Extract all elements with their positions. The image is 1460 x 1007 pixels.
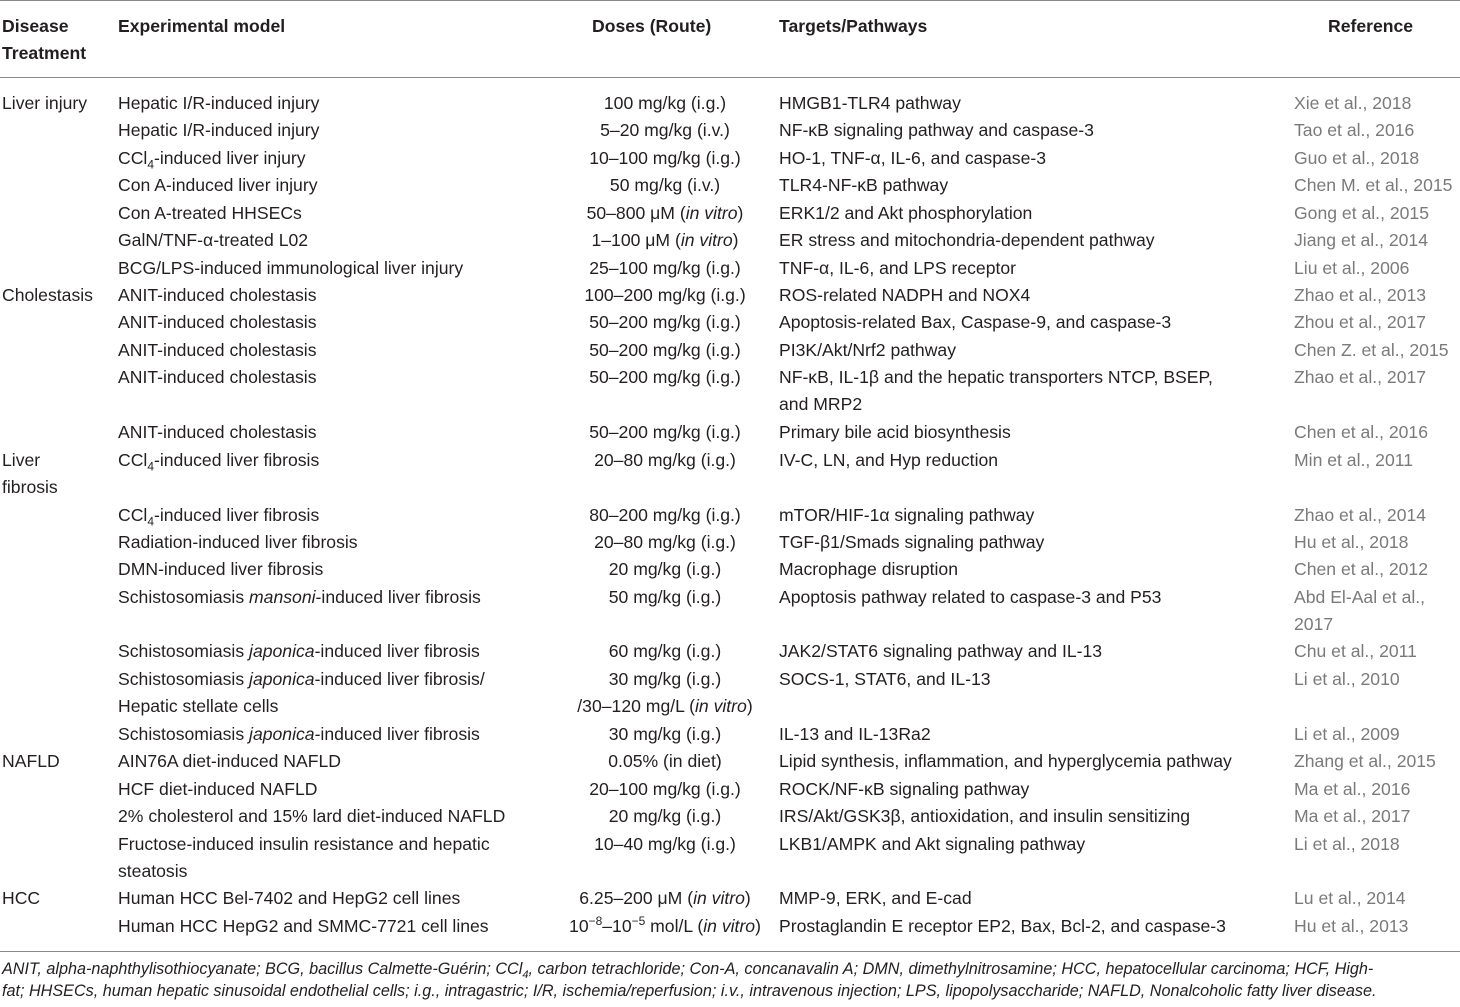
dose-text: 50–200 mg/kg (i.g.) bbox=[589, 340, 741, 360]
dose-line bbox=[545, 200, 785, 227]
dose-text: ) bbox=[755, 916, 761, 936]
target-text: PI3K/Akt/Nrf2 pathway bbox=[779, 340, 956, 360]
dose-line bbox=[545, 776, 785, 803]
dose-cell bbox=[545, 831, 785, 858]
dose-text: ) bbox=[746, 696, 753, 717]
model-text: Fructose-induced insulin resistance and hepatic bbox=[118, 834, 490, 854]
model-text: AIN76A diet-induced NAFLD bbox=[118, 751, 341, 771]
group-nafld: NAFLD bbox=[2, 751, 60, 771]
reference-text: Ma et al., 2017 bbox=[1294, 806, 1411, 826]
reference-line-2: 2017 bbox=[1294, 614, 1334, 635]
model-cell bbox=[118, 364, 317, 391]
model-text: ANIT-induced cholestasis bbox=[118, 285, 317, 305]
dose-cell bbox=[545, 803, 785, 830]
target-text: IV-C, LN, and Hyp reduction bbox=[779, 450, 999, 470]
target-cell bbox=[779, 447, 998, 474]
model-text: -induced liver fibrosis bbox=[314, 641, 480, 661]
target-cell bbox=[779, 200, 1032, 227]
target-cell bbox=[779, 748, 1232, 775]
reference-cell bbox=[1294, 90, 1411, 117]
target-text: IRS/Akt/GSK3β, antioxidation, and insulin sensitizing bbox=[779, 806, 1191, 826]
dose-line bbox=[545, 885, 785, 912]
target-text: Primary bile acid biosynthesis bbox=[779, 422, 1011, 442]
dose-line bbox=[545, 831, 785, 858]
model-cell bbox=[118, 584, 481, 611]
dose-cell bbox=[545, 913, 785, 940]
dose-cell bbox=[545, 282, 785, 309]
dose-text: 30 mg/kg (i.g.) bbox=[608, 669, 722, 689]
footnote-line-2: fat; HHSECs, human hepatic sinusoidal endothelial cells; i.g., intragastric; I/R, ischemia/reperfusion; i.v., intravenous injection; LPS, lipopolysaccharide; NAFLD, Nonalcoholic fatty liver disease. bbox=[2, 982, 1377, 1000]
dose-line bbox=[545, 447, 785, 474]
dose-text: 50–200 mg/kg (i.g.) bbox=[589, 367, 741, 387]
dose-italic: in vitro bbox=[693, 888, 745, 908]
model-cell bbox=[118, 282, 317, 309]
dose-line bbox=[545, 282, 785, 309]
target-cell bbox=[779, 913, 1226, 940]
dose-text: 20–100 mg/kg (i.g.) bbox=[589, 779, 741, 799]
model-text: Human HCC Bel-7402 and HepG2 cell lines bbox=[118, 888, 461, 908]
reference-text: Jiang et al., 2014 bbox=[1294, 230, 1429, 250]
reference-cell bbox=[1294, 255, 1409, 282]
model-cell bbox=[118, 117, 319, 144]
model-text: Schistosomiasis bbox=[118, 641, 250, 661]
reference-text: Li et al., 2010 bbox=[1294, 669, 1400, 689]
reference-text: Hu et al., 2018 bbox=[1294, 532, 1409, 552]
dose-line bbox=[545, 364, 785, 391]
table-top-rule bbox=[0, 0, 1460, 1]
dose-text: 50–200 mg/kg (i.g.) bbox=[589, 312, 741, 332]
model-cell bbox=[118, 721, 480, 748]
reference-text: Zhou et al., 2017 bbox=[1294, 312, 1427, 332]
model-text: Human HCC HepG2 and SMMC-7721 cell lines bbox=[118, 916, 489, 936]
target-cell bbox=[779, 666, 991, 693]
model-italic: japonica bbox=[249, 669, 315, 689]
model-text: ANIT-induced cholestasis bbox=[118, 312, 317, 332]
model-cell bbox=[118, 885, 460, 912]
dose-cell bbox=[545, 227, 785, 254]
model-text: Con A-treated HHSECs bbox=[118, 203, 302, 223]
reference-cell bbox=[1294, 282, 1426, 309]
dose-cell bbox=[545, 117, 785, 144]
dose-text: 100 mg/kg (i.g.) bbox=[603, 93, 727, 113]
dose-cell bbox=[545, 172, 785, 199]
dose-cell bbox=[545, 145, 785, 172]
dose-cell bbox=[545, 337, 785, 364]
dose-line bbox=[545, 90, 785, 117]
reference-text: Zhang et al., 2015 bbox=[1294, 751, 1436, 771]
reference-cell bbox=[1294, 556, 1428, 583]
dose-line bbox=[545, 913, 785, 940]
target-line-2: and MRP2 bbox=[779, 394, 863, 415]
target-cell bbox=[779, 90, 961, 117]
model-text: GalN/TNF-α-treated L02 bbox=[118, 230, 309, 250]
model-italic: japonica bbox=[249, 724, 315, 744]
reference-cell bbox=[1294, 502, 1426, 529]
header-disease-line2: Treatment bbox=[2, 43, 87, 63]
model-text: BCG/LPS-induced immunological liver injury bbox=[118, 258, 464, 278]
group-liver-fibrosis-line1: Liver bbox=[2, 450, 41, 470]
model-cell bbox=[118, 419, 317, 446]
dose-text: ) bbox=[744, 888, 751, 908]
model-line-2: Hepatic stellate cells bbox=[118, 696, 279, 717]
footnote-line-1: ANIT, alpha-naphthylisothiocyanate; BCG, bacillus Calmette-Guérin; CCl$_4$, carbon tetrachloride; Con-A, concanavalin A; DMN, dimethylnitrosamine; HCC, hepatocellular carcinoma; HCF, High- bbox=[2, 960, 1374, 982]
target-cell bbox=[779, 776, 1029, 803]
model-text: ANIT-induced cholestasis bbox=[118, 422, 317, 442]
model-cell bbox=[118, 145, 306, 172]
dose-cell bbox=[545, 776, 785, 803]
dose-text: 20 mg/kg (i.g.) bbox=[608, 559, 722, 579]
dose-cell bbox=[545, 748, 785, 775]
dose-line bbox=[545, 529, 785, 556]
group-cholestasis: Cholestasis bbox=[2, 285, 93, 305]
target-text: ROS-related NADPH and NOX4 bbox=[779, 285, 1031, 305]
reference-text: Xie et al., 2018 bbox=[1294, 93, 1412, 113]
dose-cell bbox=[545, 309, 785, 336]
dose-cell bbox=[545, 638, 785, 665]
reference-cell bbox=[1294, 803, 1410, 830]
target-cell bbox=[779, 885, 972, 912]
dose-text: 6.25–200 μM ( bbox=[579, 888, 694, 908]
dose-text: –10 bbox=[602, 916, 632, 936]
header-reference: Reference bbox=[1328, 16, 1414, 36]
dose-line bbox=[545, 748, 785, 775]
dose-line bbox=[545, 721, 785, 748]
dose-line bbox=[545, 584, 785, 611]
reference-cell bbox=[1294, 117, 1414, 144]
reference-cell bbox=[1294, 200, 1429, 227]
reference-cell bbox=[1294, 831, 1400, 858]
dose-superscript: −8 bbox=[588, 914, 603, 929]
target-text: ROCK/NF-κB signaling pathway bbox=[779, 779, 1030, 799]
reference-text: Abd El-Aal et al., bbox=[1294, 587, 1426, 607]
target-cell bbox=[779, 803, 1190, 830]
dose-text: 80–200 mg/kg (i.g.) bbox=[589, 505, 741, 525]
dose-text: 10 bbox=[569, 916, 589, 936]
model-cell bbox=[118, 255, 463, 282]
reference-cell bbox=[1294, 227, 1428, 254]
reference-cell bbox=[1294, 172, 1452, 199]
dose-italic: in vitro bbox=[685, 203, 738, 223]
dose-cell bbox=[545, 529, 785, 556]
model-cell bbox=[118, 803, 505, 830]
model-text: Schistosomiasis bbox=[118, 587, 250, 607]
model-text: -induced liver fibrosis bbox=[315, 587, 481, 607]
model-text: Schistosomiasis bbox=[118, 669, 250, 689]
target-text: HO-1, TNF-α, IL-6, and caspase-3 bbox=[779, 148, 1047, 168]
model-cell bbox=[118, 556, 323, 583]
dose-cell bbox=[545, 447, 785, 474]
model-text: CCl bbox=[118, 505, 148, 525]
dose-line bbox=[545, 638, 785, 665]
model-text: DMN-induced liver fibrosis bbox=[118, 559, 324, 579]
dose-text: 50 mg/kg (i.v.) bbox=[609, 175, 721, 195]
reference-cell bbox=[1294, 364, 1426, 391]
model-text: Schistosomiasis bbox=[118, 724, 250, 744]
dose-cell bbox=[545, 885, 785, 912]
reference-cell bbox=[1294, 145, 1419, 172]
group-liver-fibrosis-line2: fibrosis bbox=[2, 477, 58, 498]
model-text: -induced liver fibrosis bbox=[153, 450, 320, 470]
model-cell bbox=[118, 666, 485, 721]
model-cell bbox=[118, 913, 489, 940]
reference-cell bbox=[1294, 885, 1406, 912]
reference-cell bbox=[1294, 748, 1436, 775]
dose-line bbox=[545, 255, 785, 282]
reference-cell bbox=[1294, 337, 1449, 364]
model-text: Radiation-induced liver fibrosis bbox=[118, 532, 358, 552]
dose-cell bbox=[545, 721, 785, 748]
target-text: LKB1/AMPK and Akt signaling pathway bbox=[779, 834, 1086, 854]
dose-text: 60 mg/kg (i.g.) bbox=[608, 641, 722, 661]
model-text: HCF diet-induced NAFLD bbox=[118, 779, 318, 799]
target-cell bbox=[779, 309, 1171, 336]
target-cell bbox=[779, 556, 958, 583]
model-cell bbox=[118, 776, 317, 803]
model-cell bbox=[118, 90, 319, 117]
dose-text: 50 mg/kg (i.g.) bbox=[608, 587, 722, 607]
reference-text: Chu et al., 2011 bbox=[1294, 641, 1417, 661]
target-text: ERK1/2 and Akt phosphorylation bbox=[779, 203, 1033, 223]
reference-text: Chen M. et al., 2015 bbox=[1294, 175, 1453, 195]
reference-cell bbox=[1294, 721, 1400, 748]
target-cell bbox=[779, 584, 1161, 611]
target-cell bbox=[779, 227, 1155, 254]
target-text: JAK2/STAT6 signaling pathway and IL-13 bbox=[779, 641, 1103, 661]
dose-cell bbox=[545, 556, 785, 583]
model-subscript: 4 bbox=[147, 157, 154, 172]
dose-italic: in vitro bbox=[680, 230, 733, 250]
model-cell bbox=[118, 831, 490, 886]
dose-text: 50–800 μM ( bbox=[586, 203, 686, 223]
reference-cell bbox=[1294, 913, 1408, 940]
target-cell bbox=[779, 145, 1046, 172]
dose-cell bbox=[545, 502, 785, 529]
target-cell bbox=[779, 529, 1044, 556]
dose-text: 20–80 mg/kg (i.g.) bbox=[594, 532, 736, 552]
dose-line bbox=[545, 803, 785, 830]
dose-cell bbox=[545, 255, 785, 282]
dose-superscript: −5 bbox=[631, 914, 646, 929]
dose-cell bbox=[545, 364, 785, 391]
dose-text: 1–100 μM ( bbox=[591, 230, 681, 250]
model-cell bbox=[118, 638, 480, 665]
header-disease bbox=[2, 13, 86, 67]
target-text: TLR4-NF-κB pathway bbox=[779, 175, 949, 195]
dose-text: /30–120 mg/L ( bbox=[577, 696, 695, 717]
model-cell bbox=[118, 447, 319, 474]
dose-line bbox=[545, 556, 785, 583]
model-cell bbox=[118, 748, 341, 775]
target-text: IL-13 and IL-13Ra2 bbox=[779, 724, 931, 744]
model-text: Hepatic I/R-induced injury bbox=[118, 120, 320, 140]
model-line-2: steatosis bbox=[118, 861, 188, 882]
dose-cell bbox=[545, 90, 785, 117]
dose-text: 0.05% (in diet) bbox=[608, 751, 722, 771]
reference-text: Li et al., 2018 bbox=[1294, 834, 1400, 854]
target-text: HMGB1-TLR4 pathway bbox=[779, 93, 961, 113]
model-cell bbox=[118, 529, 358, 556]
reference-text: Zhao et al., 2014 bbox=[1294, 505, 1427, 525]
reference-text: Zhao et al., 2017 bbox=[1294, 367, 1427, 387]
target-cell bbox=[779, 502, 1034, 529]
target-text: mTOR/HIF-1α signaling pathway bbox=[779, 505, 1035, 525]
target-text: Macrophage disruption bbox=[779, 559, 958, 579]
dose-line-2 bbox=[545, 693, 785, 720]
target-text: SOCS-1, STAT6, and IL-13 bbox=[779, 669, 991, 689]
target-text: TNF-α, IL-6, and LPS receptor bbox=[779, 258, 1017, 278]
table-bottom-rule bbox=[0, 951, 1460, 952]
dose-text: 10–100 mg/kg (i.g.) bbox=[589, 148, 741, 168]
dose-text: ) bbox=[737, 203, 744, 223]
dose-line bbox=[545, 227, 785, 254]
reference-cell bbox=[1294, 638, 1417, 665]
model-italic: mansoni bbox=[249, 587, 316, 607]
reference-text: Min et al., 2011 bbox=[1294, 450, 1413, 470]
dose-line bbox=[545, 309, 785, 336]
dose-text: 20 mg/kg (i.g.) bbox=[608, 806, 722, 826]
reference-text: Gong et al., 2015 bbox=[1294, 203, 1429, 223]
dose-italic: in vitro bbox=[695, 696, 747, 717]
model-text: Hepatic I/R-induced injury bbox=[118, 93, 320, 113]
dose-line bbox=[545, 419, 785, 446]
target-cell bbox=[779, 255, 1016, 282]
model-cell bbox=[118, 337, 317, 364]
reference-text: Tao et al., 2016 bbox=[1294, 120, 1415, 140]
dose-cell bbox=[545, 666, 785, 721]
reference-text: Lu et al., 2014 bbox=[1294, 888, 1406, 908]
dose-text: 50–200 mg/kg (i.g.) bbox=[589, 422, 741, 442]
target-cell bbox=[779, 638, 1102, 665]
target-text: Prostaglandin E receptor EP2, Bax, Bcl-2, and caspase-3 bbox=[779, 916, 1226, 936]
footnote bbox=[2, 958, 1457, 1002]
reference-cell bbox=[1294, 776, 1410, 803]
target-text: Lipid synthesis, inflammation, and hyperglycemia pathway bbox=[779, 751, 1232, 771]
reference-cell bbox=[1294, 309, 1426, 336]
model-italic: japonica bbox=[249, 641, 315, 661]
group-liver-fibrosis bbox=[2, 447, 58, 502]
reference-text: Ma et al., 2016 bbox=[1294, 779, 1411, 799]
reference-text: Liu et al., 2006 bbox=[1294, 258, 1410, 278]
header-model: Experimental model bbox=[118, 16, 286, 36]
dose-text: ) bbox=[732, 230, 739, 250]
reference-text: Chen Z. et al., 2015 bbox=[1294, 340, 1449, 360]
model-cell bbox=[118, 227, 308, 254]
dose-line bbox=[545, 502, 785, 529]
target-text: NF-κB signaling pathway and caspase-3 bbox=[779, 120, 1094, 140]
dose-text: 10–40 mg/kg (i.g.) bbox=[594, 834, 736, 854]
dose-text: 100–200 mg/kg (i.g.) bbox=[584, 285, 746, 305]
model-text: ANIT-induced cholestasis bbox=[118, 367, 317, 387]
target-cell bbox=[779, 337, 956, 364]
dose-italic: in vitro bbox=[703, 916, 756, 936]
reference-text: Guo et al., 2018 bbox=[1294, 148, 1420, 168]
target-cell bbox=[779, 172, 948, 199]
model-text: CCl bbox=[118, 148, 148, 168]
target-cell bbox=[779, 117, 1094, 144]
target-text: NF-κB, IL-1β and the hepatic transporters NTCP, BSEP, bbox=[779, 367, 1213, 387]
target-cell bbox=[779, 419, 1011, 446]
dose-text: mol/L ( bbox=[645, 916, 704, 936]
dose-line bbox=[545, 172, 785, 199]
model-text: CCl bbox=[118, 450, 148, 470]
dose-text: 5–20 mg/kg (i.v.) bbox=[600, 120, 730, 140]
reference-cell bbox=[1294, 584, 1425, 639]
model-subscript: 4 bbox=[147, 514, 154, 529]
reference-text: Zhao et al., 2013 bbox=[1294, 285, 1427, 305]
target-cell bbox=[779, 364, 1213, 419]
header-doses: Doses (Route) bbox=[592, 16, 712, 36]
reference-cell bbox=[1294, 447, 1413, 474]
model-text: -induced liver fibrosis bbox=[314, 724, 480, 744]
dose-cell bbox=[545, 584, 785, 611]
dose-line bbox=[545, 117, 785, 144]
model-text: 2% cholesterol and 15% lard diet-induced NAFLD bbox=[118, 806, 506, 826]
dose-cell bbox=[545, 200, 785, 227]
dose-text: 20–80 mg/kg (i.g.) bbox=[594, 450, 736, 470]
target-text: MMP-9, ERK, and E-cad bbox=[779, 888, 972, 908]
header-disease-line1: Disease bbox=[2, 16, 69, 36]
reference-cell bbox=[1294, 529, 1408, 556]
dose-line bbox=[545, 337, 785, 364]
model-text: Con A-induced liver injury bbox=[118, 175, 318, 195]
reference-text: Li et al., 2009 bbox=[1294, 724, 1400, 744]
reference-text: Chen et al., 2012 bbox=[1294, 559, 1429, 579]
model-cell bbox=[118, 200, 302, 227]
model-text: ANIT-induced cholestasis bbox=[118, 340, 317, 360]
target-text: TGF-β1/Smads signaling pathway bbox=[779, 532, 1045, 552]
model-text: -induced liver injury bbox=[153, 148, 306, 168]
target-cell bbox=[779, 282, 1030, 309]
model-cell bbox=[118, 309, 317, 336]
target-cell bbox=[779, 721, 931, 748]
target-text: ER stress and mitochondria-dependent pathway bbox=[779, 230, 1155, 250]
model-text: -induced liver fibrosis bbox=[153, 505, 320, 525]
dose-line bbox=[545, 666, 785, 693]
dose-text: 30 mg/kg (i.g.) bbox=[608, 724, 722, 744]
header-targets: Targets/Pathways bbox=[779, 16, 928, 36]
reference-cell bbox=[1294, 419, 1428, 446]
group-hcc: HCC bbox=[2, 888, 41, 908]
reference-cell bbox=[1294, 666, 1400, 693]
dose-line bbox=[545, 145, 785, 172]
reference-text: Hu et al., 2013 bbox=[1294, 916, 1409, 936]
model-cell bbox=[118, 502, 319, 529]
target-cell bbox=[779, 831, 1085, 858]
target-text: Apoptosis pathway related to caspase-3 and P53 bbox=[779, 587, 1162, 607]
reference-text: Chen et al., 2016 bbox=[1294, 422, 1429, 442]
header-bottom-rule bbox=[0, 77, 1460, 78]
model-cell bbox=[118, 172, 318, 199]
model-subscript: 4 bbox=[147, 459, 154, 474]
group-liver-injury: Liver injury bbox=[2, 93, 88, 113]
model-text: -induced liver fibrosis/ bbox=[314, 669, 485, 689]
dose-text: 25–100 mg/kg (i.g.) bbox=[589, 258, 741, 278]
target-text: Apoptosis-related Bax, Caspase-9, and caspase-3 bbox=[779, 312, 1172, 332]
dose-cell bbox=[545, 419, 785, 446]
